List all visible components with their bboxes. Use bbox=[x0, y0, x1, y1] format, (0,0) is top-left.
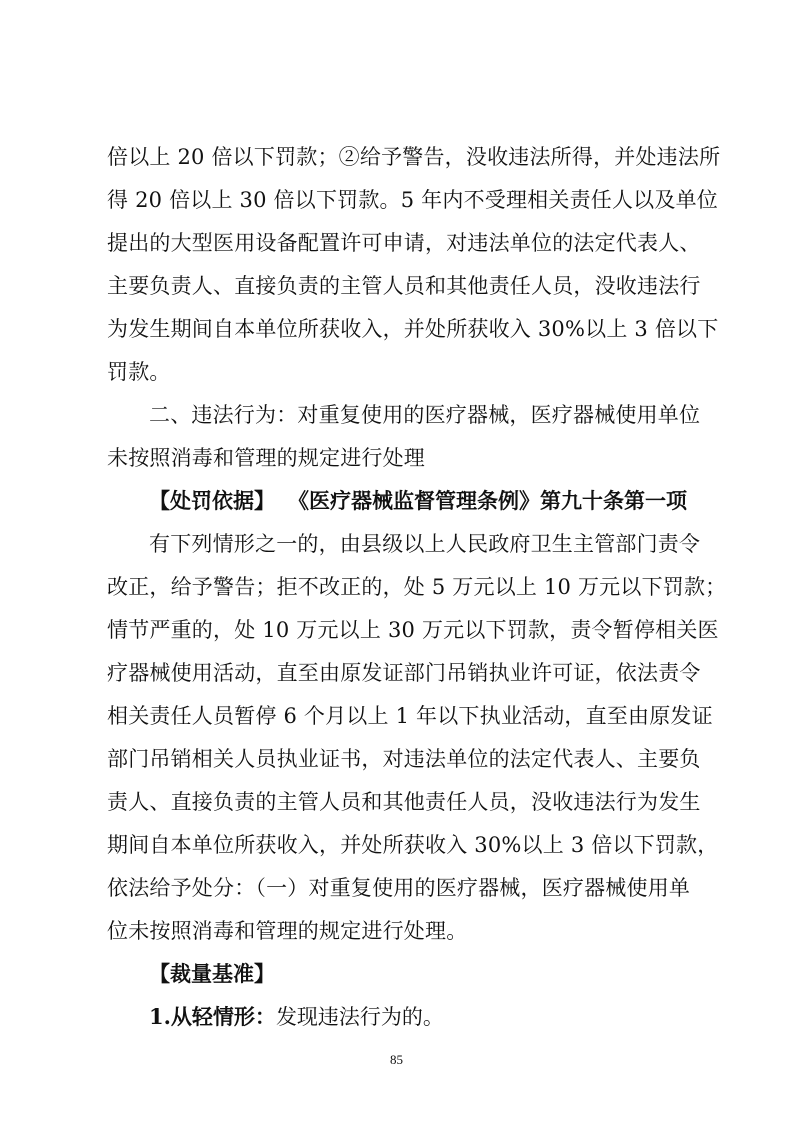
paragraph-line: 情节严重的，处 10 万元以上 30 万元以下罚款，责令暂停相关医 bbox=[107, 618, 719, 642]
paragraph-line: 改正，给予警告；拒不改正的，处 5 万元以上 10 万元以下罚款； bbox=[107, 575, 727, 599]
lenient-circumstance-item bbox=[149, 1002, 687, 1032]
penalty-basis-label: 【处罚依据】 bbox=[149, 488, 275, 513]
penalty-basis bbox=[149, 486, 687, 516]
violation-heading-line: 未按照消毒和管理的规定进行处理 bbox=[107, 446, 425, 470]
paragraph-line: 罚款。 bbox=[107, 360, 171, 384]
violation-heading-line: 二、违法行为：对重复使用的医疗器械，医疗器械使用单位 bbox=[149, 403, 701, 427]
paragraph-line: 得 20 倍以上 30 倍以下罚款。5 年内不受理相关责任人以及单位 bbox=[107, 188, 718, 212]
lenient-circumstance-label: 1.从轻情形： bbox=[149, 1004, 276, 1029]
paragraph-line: 倍以上 20 倍以下罚款；②给予警告，没收违法所得，并处违法所 bbox=[107, 145, 721, 169]
discretion-standard bbox=[149, 959, 687, 989]
paragraph-line: 责人、直接负责的主管人员和其他责任人员，没收违法行为发生 bbox=[107, 790, 701, 814]
page-number: 85 bbox=[390, 1052, 403, 1067]
paragraph-line: 依法给予处分：（一）对重复使用的医疗器械，医疗器械使用单 bbox=[107, 876, 691, 900]
paragraph-line: 为发生期间自本单位所获收入，并处所获收入 30%以上 3 倍以下 bbox=[107, 317, 719, 341]
paragraph-line: 主要负责人、直接负责的主管人员和其他责任人员，没收违法行 bbox=[107, 274, 701, 298]
paragraph-line: 提出的大型医用设备配置许可申请，对违法单位的法定代表人、 bbox=[107, 231, 701, 255]
penalty-basis-reference: 《医疗器械监督管理条例》第九十条第一项 bbox=[288, 488, 687, 513]
paragraph-line: 有下列情形之一的，由县级以上人民政府卫生主管部门责令 bbox=[149, 532, 701, 556]
paragraph-line: 相关责任人员暂停 6 个月以上 1 年以下执业活动，直至由原发证 bbox=[107, 704, 713, 728]
paragraph-line: 期间自本单位所获收入，并处所获收入 30%以上 3 倍以下罚款， bbox=[107, 833, 719, 857]
discretion-standard-label: 【裁量基准】 bbox=[149, 961, 275, 986]
lenient-circumstance-text: 发现违法行为的。 bbox=[275, 1005, 444, 1029]
paragraph-line: 疗器械使用活动，直至由原发证部门吊销执业许可证，依法责令 bbox=[107, 661, 701, 685]
paragraph-line: 部门吊销相关人员执业证书，对违法单位的法定代表人、主要负 bbox=[107, 747, 701, 771]
paragraph-line: 位未按照消毒和管理的规定进行处理。 bbox=[107, 919, 468, 943]
